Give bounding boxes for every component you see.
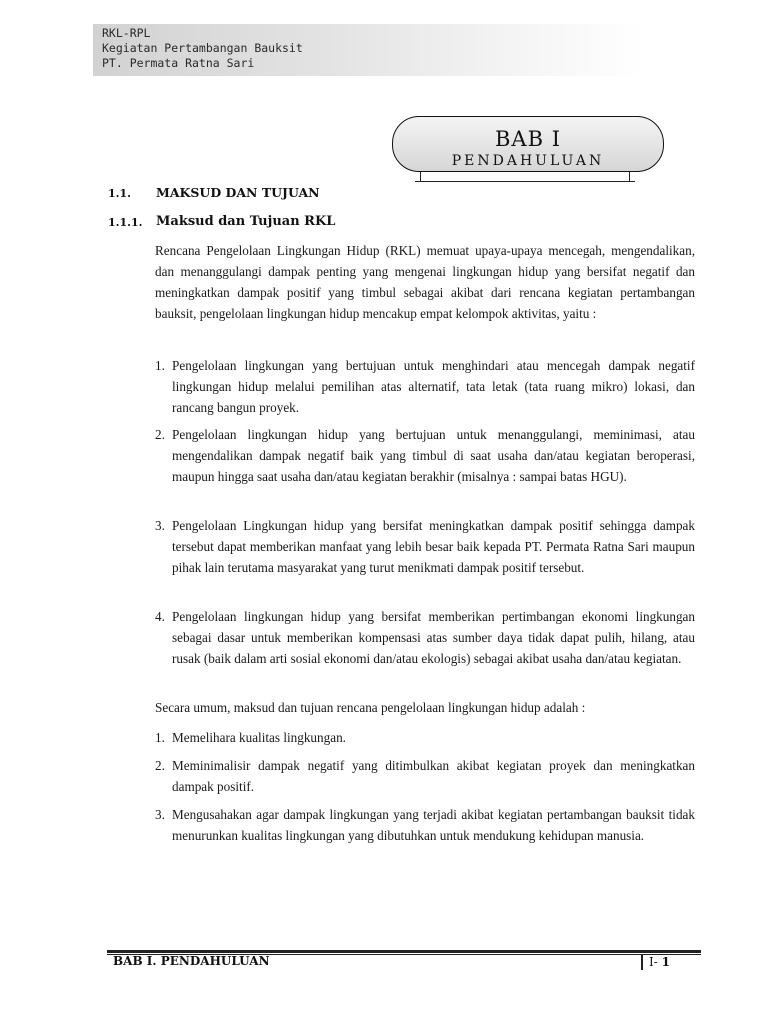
header-line-company: PT. Permata Ratna Sari	[102, 56, 255, 70]
list-item-number: 2.	[155, 427, 165, 442]
footer-chapter-label: BAB I. PENDAHULUAN	[113, 954, 270, 968]
list-item	[155, 606, 695, 669]
list-item-text: Pengelolaan lingkungan yang bertujuan untuk menghindari atau mencegah dampak negatif lingkungan hidup melalui pemilihan atas alternatif, tata letak (tata ruang mikro) lokasi, dan rancang bangun proyek.	[172, 358, 695, 415]
list-item-number: 3.	[155, 518, 165, 533]
section-title: MAKSUD DAN TUJUAN	[156, 185, 320, 200]
list-item-number: 2.	[155, 758, 165, 773]
list-item-number: 3.	[155, 807, 165, 822]
section-heading	[108, 185, 508, 205]
subsection-title: Maksud dan Tujuan RKL	[156, 214, 336, 229]
chapter-subtitle: PENDAHULUAN	[451, 153, 605, 169]
footer-rule	[107, 950, 701, 953]
list-item	[155, 424, 695, 487]
section-number: 1.1.	[108, 187, 131, 200]
chapter-banner-pill	[392, 116, 664, 172]
list-item	[155, 727, 695, 748]
subsection-number: 1.1.1.	[108, 216, 143, 229]
list-item	[155, 355, 695, 418]
list-item-text: Pengelolaan Lingkungan hidup yang bersifat meningkatkan dampak positif sehingga dampak tersebut dapat memberikan manfaat yang lebih besar baik kepada PT. Permata Ratna Sari maupun pihak lain terutama masyarakat yang turut menikmati dampak positif tersebut.	[172, 518, 695, 575]
list-item-number: 1.	[155, 358, 165, 373]
list-item	[155, 804, 695, 846]
summary-paragraph: Secara umum, maksud dan tujuan rencana pengelolaan lingkungan hidup adalah :	[155, 700, 586, 715]
chapter-banner	[392, 116, 664, 182]
list-item	[155, 515, 695, 578]
list-item-text: Mengusahakan agar dampak lingkungan yang terjadi akibat kegiatan pertambangan bauksit tidak menurunkan kualitas lingkungan yang dibutuhkan untuk mendukung kehidupan manusia.	[172, 807, 695, 843]
list-item	[155, 755, 695, 797]
list-item-number: 4.	[155, 609, 165, 624]
header-line-doc-type: RKL-RPL	[102, 26, 151, 40]
list-item-text: Memelihara kualitas lingkungan.	[172, 730, 346, 745]
page-number-value: 1	[661, 955, 670, 969]
list-item-text: Meminimalisir dampak negatif yang ditimbulkan akibat kegiatan proyek dan meningkatkan dampak positif.	[172, 758, 695, 794]
document-header	[102, 26, 303, 71]
page-number-prefix: I-	[649, 955, 662, 969]
list-item-text: Pengelolaan lingkungan hidup yang bersifat memberikan pertimbangan ekonomi lingkungan sebagai dasar untuk memberikan kompensasi atas sumber daya tidak dapat pulih, hilang, atau rusak (baik dalam arti sosial ekonomi dan/atau ekologis) sebagai akibat usaha dan/atau kegiatan.	[172, 609, 695, 666]
footer-separator	[641, 954, 643, 970]
intro-paragraph: Rencana Pengelolaan Lingkungan Hidup (RKL) memuat upaya-upaya mencegah, mengendalikan, dan menanggulangi dampak penting yang mengenai lingkungan hidup yang bersifat negatif dan meningkatkan dampak positif yang timbul sebagai akibat dari rencana kegiatan pertambangan bauksit, pengelolaan lingkungan hidup mencakup empat kelompok aktivitas, yaitu :	[155, 243, 695, 321]
list-item-text: Pengelolaan lingkungan hidup yang bertujuan untuk menanggulangi, meminimasi, atau mengendalikan dampak negatif baik yang timbul di saat usaha dan/atau kegiatan beroperasi, maupun hingga saat usaha dan/atau kegiatan berakhir (misalnya : sampai batas HGU).	[172, 427, 695, 484]
header-line-activity: Kegiatan Pertambangan Bauksit	[102, 41, 303, 55]
subsection-heading	[108, 214, 508, 234]
list-item-number: 1.	[155, 730, 165, 745]
chapter-title: BAB I	[494, 127, 561, 151]
page-number	[649, 955, 670, 969]
